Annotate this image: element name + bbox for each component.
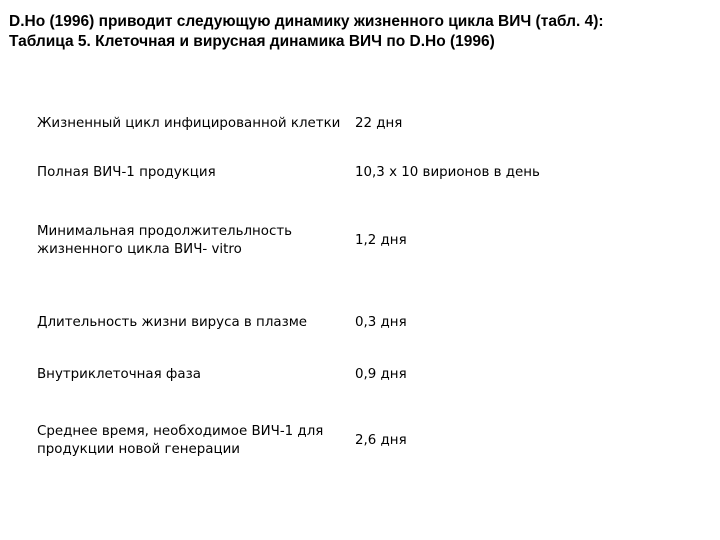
table-cell-parameter: Внутриклеточная фаза bbox=[37, 367, 201, 382]
table-cell-parameter: Длительность жизни вируса в плазме bbox=[37, 315, 308, 330]
table-cell-parameter: Среднее время, необходимое ВИЧ-1 для продукции новой генерации bbox=[37, 424, 324, 457]
table-row bbox=[37, 365, 677, 385]
table-cell-value: 0,3 дня bbox=[355, 315, 407, 330]
table-row bbox=[37, 313, 677, 333]
table-cell-value: 0,9 дня bbox=[355, 367, 407, 382]
table-cell-value: 2,6 дня bbox=[355, 433, 407, 448]
table-cell-value: 22 дня bbox=[355, 116, 403, 131]
table-row bbox=[37, 422, 677, 460]
table-cell-value: 1,2 дня bbox=[355, 233, 407, 248]
table-cell-parameter: Минимальная продолжительлность жизненного цикла ВИЧ- vitro bbox=[37, 224, 293, 257]
table-row bbox=[37, 222, 677, 260]
heading-intro: D.Ho (1996) приводит следующую динамику жизненного цикла ВИЧ (табл. 4): bbox=[9, 13, 604, 30]
table-row bbox=[37, 163, 677, 183]
table-cell-parameter: Жизненный цикл инфицированной клетки bbox=[37, 116, 341, 131]
table-caption: Таблица 5. Клеточная и вирусная динамика ВИЧ по D.Ho (1996) bbox=[9, 33, 495, 50]
table-cell-parameter: Полная ВИЧ-1 продукция bbox=[37, 165, 216, 180]
table-row bbox=[37, 105, 677, 143]
table-cell-value: 10,3 х 10 вирионов в день bbox=[355, 165, 540, 180]
